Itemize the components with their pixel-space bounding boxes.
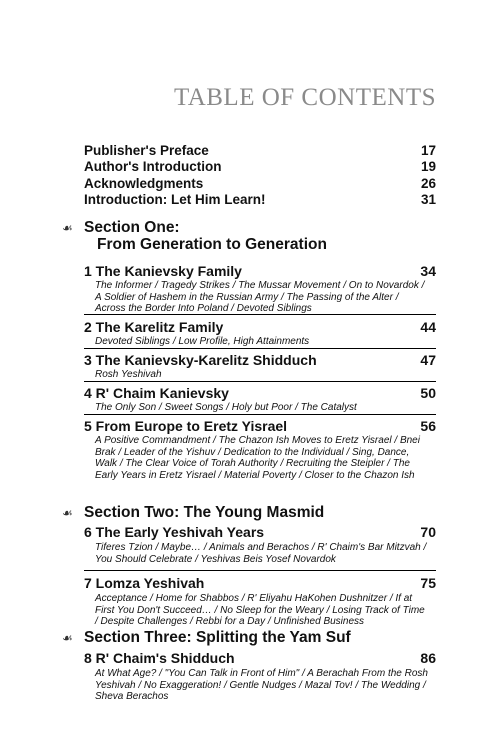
- section-label: Section One:: [84, 219, 180, 236]
- chapter-entry[interactable]: [84, 650, 436, 666]
- chapter-label: 8 R' Chaim's Shidduch: [84, 650, 235, 666]
- divider: [84, 348, 436, 349]
- chapter-label: 3 The Kanievsky-Karelitz Shidduch: [84, 352, 317, 368]
- chapter-page: 56: [420, 418, 436, 434]
- chapter-entry[interactable]: [84, 263, 436, 279]
- chapter-description: Rosh Yeshivah: [95, 369, 162, 380]
- section-label: Section Two: The Young Masmid: [84, 504, 325, 521]
- chapter-page: 50: [420, 385, 436, 401]
- chapter-description: Tiferes Tzion / Maybe… / Animals and Berachos / R' Chaim's Bar Mitzvah / You Should Celebrate / Yeshivas Beis Yosef Novardok: [95, 542, 427, 565]
- fleuron-icon: ☙: [62, 506, 73, 520]
- chapter-label: 7 Lomza Yeshivah: [84, 575, 205, 591]
- toc-entry-page: 26: [420, 175, 436, 191]
- toc-entry[interactable]: [84, 176, 436, 192]
- toc-entry-page: 31: [420, 192, 436, 208]
- chapter-entry[interactable]: [84, 524, 436, 540]
- toc-entry-page: 17: [420, 143, 436, 158]
- chapter-description: Acceptance / Home for Shabbos / R' Eliyahu HaKohen Dushnitzer / If at First You Don't Succeed… / No Sleep for the Weary / Losing Track of Time / Despite Challenges / Rebbi for a Day / Unfinished Business: [95, 593, 425, 628]
- toc-entry[interactable]: [84, 143, 436, 159]
- toc-entry-label: Acknowledgments: [84, 175, 204, 191]
- divider: [84, 381, 436, 382]
- chapter-page: 75: [420, 575, 436, 591]
- chapter-page: 86: [420, 650, 436, 666]
- chapter-label: 1 The Kanievsky Family: [84, 263, 242, 279]
- chapter-description: The Informer / Tragedy Strikes / The Mussar Movement / On to Novardok / A Soldier of Hashem in the Russian Army / The Passing of the Alter / Across the Border Into Poland / Devoted Siblings: [95, 280, 425, 315]
- toc-entry-label: Author's Introduction: [84, 159, 222, 175]
- chapter-page: 34: [420, 263, 436, 279]
- chapter-entry[interactable]: [84, 319, 436, 335]
- chapter-entry[interactable]: [84, 418, 436, 434]
- toc-entry-label: Introduction: Let Him Learn!: [84, 192, 266, 208]
- section-label: Section Three: Splitting the Yam Suf: [84, 629, 351, 646]
- chapter-description: The Only Son / Sweet Songs / Holy but Poor / The Catalyst: [95, 402, 357, 413]
- page-title: TABLE OF CONTENTS: [173, 84, 436, 111]
- section-heading[interactable]: [62, 629, 351, 647]
- section-heading[interactable]: [62, 219, 180, 237]
- chapter-description: A Positive Commandment / The Chazon Ish Moves to Eretz Yisrael / Bnei Brak / Leader of the Yishuv / Dedication to the Individual / Sing, Dance, Walk / The Clear Voice of Torah Authority / Recruiting the Steipler / The Early Years in Eretz Yisrael / Material Poverty / Closer to the Chazon Ish: [95, 435, 420, 481]
- section-heading[interactable]: [62, 504, 324, 522]
- front-matter-list: [84, 143, 436, 209]
- chapter-description: At What Age? / "You Can Talk in Front of Him" / A Berachah From the Rosh Yeshivah / No Exaggeration! / Gentle Nudges / Mazal Tov! / The Wedding / Sheva Berachos: [95, 668, 428, 703]
- chapter-description: Devoted Siblings / Low Profile, High Attainments: [95, 336, 310, 347]
- chapter-entry[interactable]: [84, 385, 436, 401]
- chapter-page: 44: [420, 319, 436, 335]
- fleuron-icon: ☙: [62, 631, 73, 645]
- divider: [84, 414, 436, 415]
- toc-entry[interactable]: [84, 192, 436, 208]
- divider: [84, 314, 436, 315]
- chapter-label: 4 R' Chaim Kanievsky: [84, 385, 229, 401]
- chapter-label: 2 The Karelitz Family: [84, 319, 224, 335]
- chapter-entry[interactable]: [84, 352, 436, 368]
- toc-entry-page: 19: [420, 159, 436, 175]
- chapter-label: 6 The Early Yeshivah Years: [84, 524, 265, 540]
- chapter-page: 70: [420, 524, 436, 540]
- chapter-label: 5 From Europe to Eretz Yisrael: [84, 418, 288, 434]
- chapter-entry[interactable]: [84, 575, 436, 591]
- fleuron-icon: ☙: [62, 221, 73, 235]
- toc-entry[interactable]: [84, 159, 436, 175]
- toc-entry-label: Publisher's Preface: [84, 143, 209, 158]
- divider: [84, 570, 436, 571]
- chapter-page: 47: [420, 352, 436, 368]
- section-subtitle: From Generation to Generation: [97, 236, 327, 253]
